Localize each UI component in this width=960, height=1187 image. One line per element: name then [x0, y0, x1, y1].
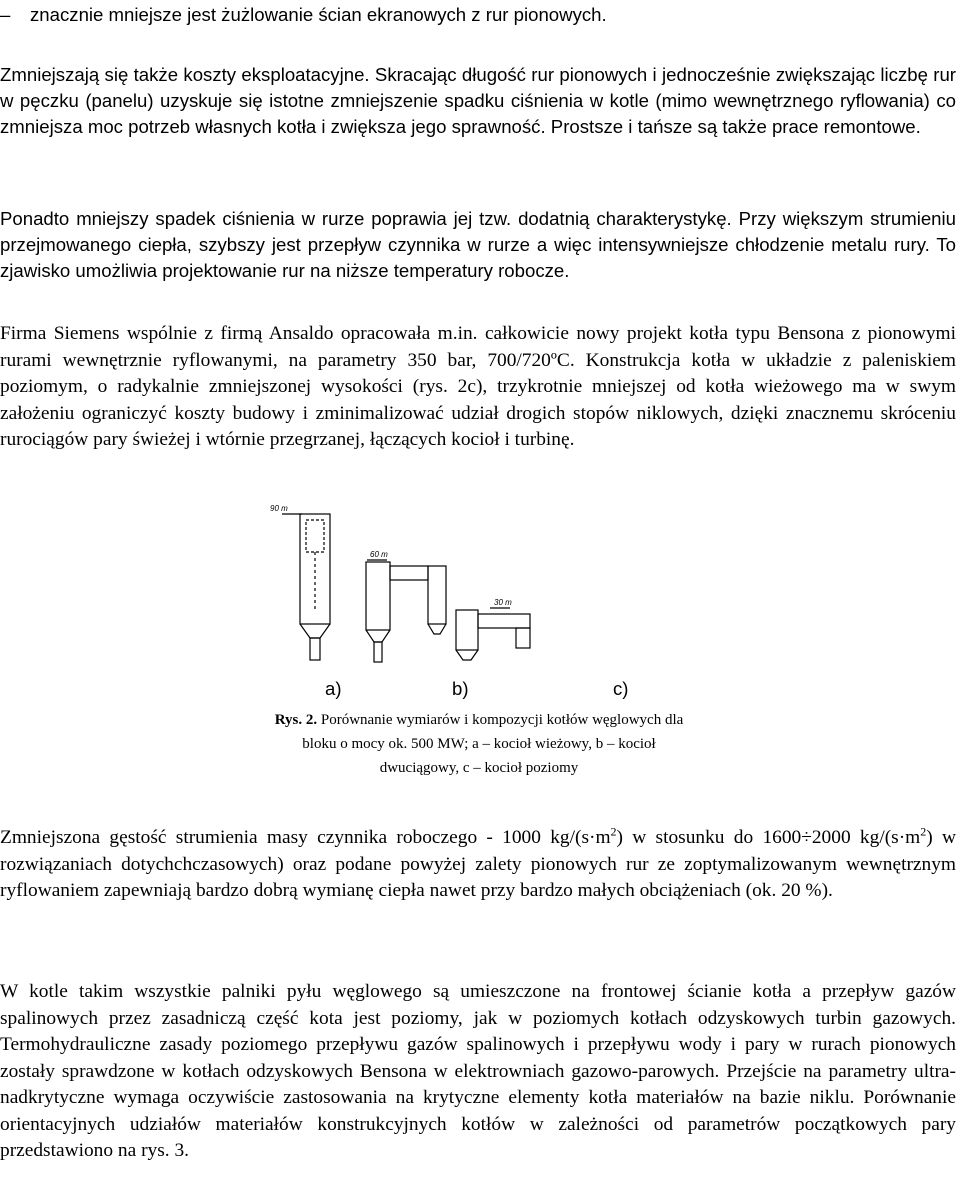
- paragraph-pressure-drop: Ponadto mniejszy spadek ciśnienia w rurze poprawia jej tzw. dodatnią charakterystykę. Przy większym strumieniu przejmowanego ciepła, szybszy jest przepływ czynnika w rurze a więc intensywniejsze chłodzenie metalu rury. To zjawisko umożliwia projektowanie rur na niższe temperatury robocze.: [0, 208, 956, 281]
- height-label-30: 30 m: [494, 598, 512, 607]
- height-label-90: 90 m: [270, 504, 288, 513]
- paragraph-siemens-ansaldo: Firma Siemens wspólnie z firmą Ansaldo opracowała m.in. całkowicie nowy projekt kotła typu Bensona z pionowymi rurami wewnętrznie ryflowanymi, na parametry 350 bar, 700/720ºC. Konstrukcja kotła w układzie z paleniskiem poziomym, o radykalnie zmniejszonej wysokości (rys. 2c), trzykrotnie mniejszej od kotła wieżowego ma w swym założeniu ograniczyć koszty budowy i zminimalizować udział drogich stopów niklowych, dzięki znacznemu skróceniu rurociągów pary świeżej i wtórnie przegrzanej, łączących kocioł i turbinę.: [0, 323, 956, 450]
- bullet-item: [0, 2, 956, 28]
- panel-label-b: b): [452, 678, 469, 699]
- paragraph-burners: W kotle takim wszystkie palniki pyłu węglowego są umieszczone na frontowej ścianie kotła a przepływ gazów spalinowych przez zasadniczą część kota jest poziomy, jak w poziomych kotłach odzyskowych turbin gazowych. Termohydrauliczne zasady poziomego przepływu gazów spalinowych i przepływu wody i pary w rurach pionowych zostały sprawdzone w kotłach odzyskowych Bensona w elektrowniach gazowo-parowych. Przejście na parametry ultra-nadkrytyczne wymaga oczywiście zastosowania na krytyczne elementy kotła materiałów na bazie niklu. Porównanie orientacyjnych udziałów materiałów konstrukcyjnych kotłów w zależności od parametrów początkowych pary przedstawiono na rys. 3.: [0, 981, 956, 1161]
- figure-caption: [264, 708, 694, 780]
- paragraph-mass-flux: Zmniejszona gęstość strumienia masy czynnika roboczego - 1000 $kg/(s\cdot m^2)$ w stosunku do 1600÷2000 $kg/(s\cdot m^2)$ w rozwiązaniach dotychchczasowych) oraz podane powyżej zalety pionowych rur ze zoptymalizowanym wewnętrznym ryflowaniem zapewniają bardzo dobrą wymianę ciepła nawet przy bardzo małych obciążeniach (ok. 20 %).: [0, 824, 956, 901]
- paragraph-costs: Zmniejszają się także koszty eksploatacyjne. Skracając długość rur pionowych i jednocześnie zwiększając liczbę rur w pęczku (panelu) uzyskuje się istotne zmniejszenie spadku ciśnienia w kotle (mimo wewnętrznego ryflowania) co zmniejsza moc potrzeb własnych kotła i zwiększa jego sprawność. Prostsze i tańsze są także prace remontowe.: [0, 64, 956, 137]
- caption-label: Rys. 2.: [274, 712, 318, 728]
- panel-label-a: a): [325, 678, 342, 699]
- height-label-60: 60 m: [370, 550, 388, 559]
- boiler-comparison-figure: [262, 500, 542, 670]
- bullet-text: znacznie mniejsze jest żużlowanie ścian ekranowych z rur pionowych.: [30, 4, 607, 25]
- two-pass-boiler-shape: [366, 562, 390, 630]
- bullet-dash: –: [0, 4, 11, 25]
- horizontal-boiler-shape: [456, 610, 478, 650]
- caption-text: Porównanie wymiarów i kompozycji kotłów węglowych dla bloku o mocy ok. 500 MW; a – kocioł wieżowy, b – kocioł dwuciągowy, c – kocioł poziomy: [302, 712, 684, 776]
- panel-label-c: c): [613, 678, 629, 699]
